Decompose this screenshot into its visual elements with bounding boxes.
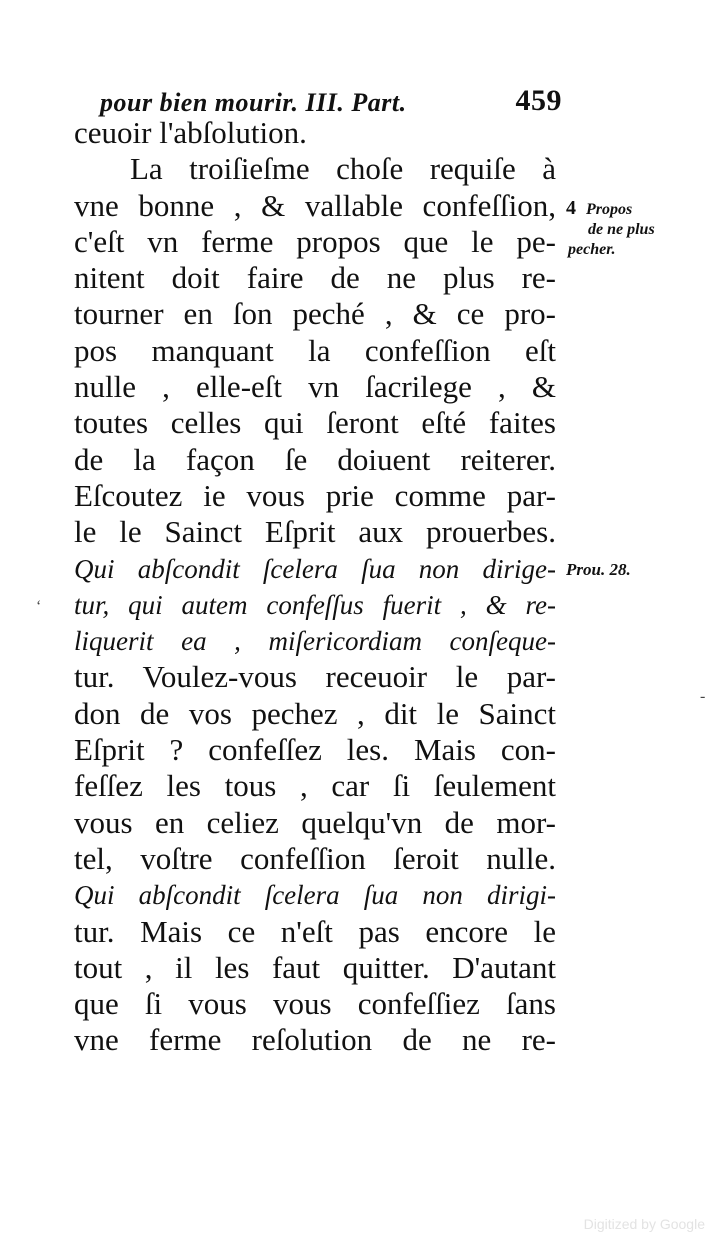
margin-note-text: pecher. [568,241,616,258]
text-line: le le Sainct Eſprit aux prouerbes. [74,514,556,550]
text-line: de la façon ſe doiuent reiterer. [74,441,556,477]
latin-quote-line: tur, qui autem confeſſus fuerit , & re- [74,589,556,620]
text-line: tur. Mais ce n'eſt pas encore le [74,913,556,949]
text-line: nitent doit faire de ne plus re- [74,260,556,296]
text-line: feſſez les tous , car ſi ſeulement [74,768,556,804]
text-line: tel, voſtre confeſſion ſeroit nulle. [74,840,556,876]
latin-quote-line: Qui abſcondit ſcelera ſua non dirigi- [74,880,556,911]
margin-note-propos [566,198,696,260]
text-line: que ſi vous vous confeſſiez ſans [74,986,556,1022]
text-line: pos manquant la confeſſion eſt [74,332,556,368]
text-line: ceuoir l'abſolution. [74,115,307,150]
text-line: La troiſieſme choſe requiſe à [130,151,556,187]
margin-note-number: 4 [566,197,576,219]
text-line: don de vos pechez , dit le Sainct [74,695,556,731]
watermark: Digitized by Google [583,1216,705,1232]
margin-note-proverbs: Prou. 28. [566,560,631,579]
text-line: Eſprit ? confeſſez les. Mais con- [74,732,556,768]
stray-mark: ‘ [36,598,42,615]
text-line: tur. Voulez-vous receuoir le par- [74,659,556,695]
text-line: vne bonne , & vallable confeſſion, [74,187,556,223]
latin-quote-line: Qui abſcondit ſcelera ſua non dirige- [74,553,556,584]
running-title: pour bien mourir. III. Part. [100,88,407,117]
text-line: nulle , elle-eſt vn ſacrilege , & [74,369,556,405]
text-line: Eſcoutez ie vous prie comme par- [74,477,556,513]
latin-quote-line: liquerit ea , miſericordiam conſeque- [74,626,556,657]
page-number: 459 [515,84,562,117]
text-line: toutes celles qui ſeront eſté faites [74,405,556,441]
text-line: tout , il les faut quitter. D'autant [74,949,556,985]
text-line: vne ferme reſolution de ne re- [74,1022,556,1058]
text-line: tourner en ſon peché , & ce pro- [74,296,556,332]
text-line: vous en celiez quelqu'vn de mor- [74,804,556,840]
stray-mark: - [700,688,706,705]
body-text [74,115,556,1059]
text-line: c'eſt vn ferme propos que le pe- [74,223,556,259]
margin-note-text: Propos [586,201,633,218]
margin-note-text: de ne plus [588,221,655,238]
